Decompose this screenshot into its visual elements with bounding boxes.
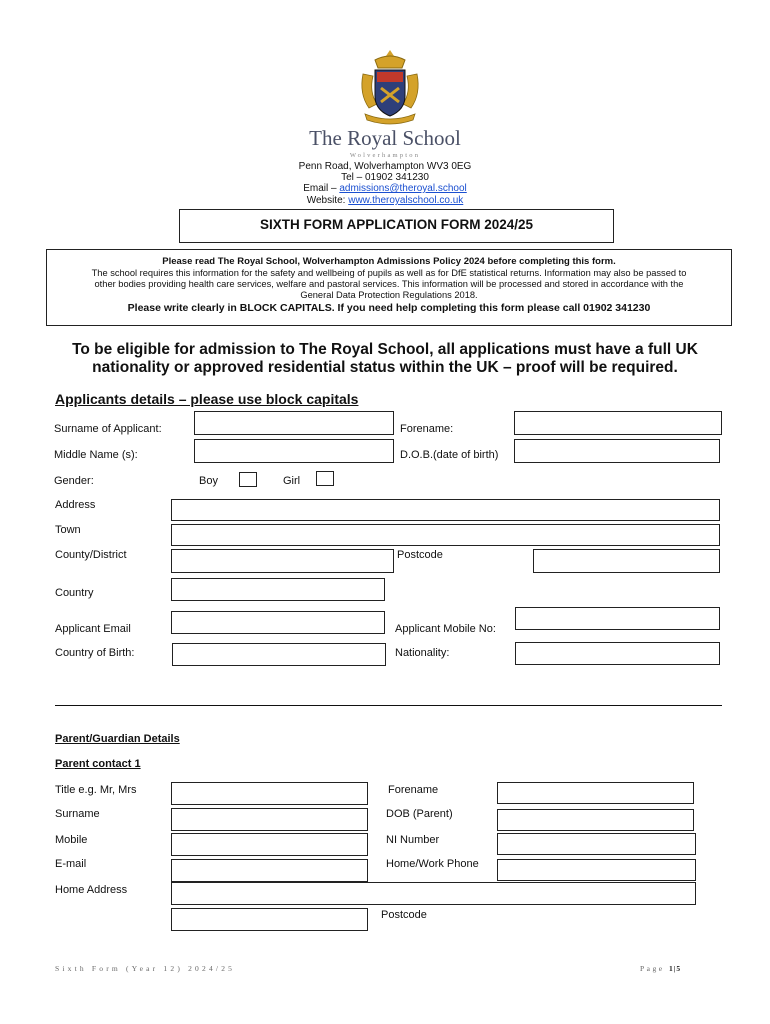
parent-title-input[interactable] (171, 782, 368, 805)
parent-forename-label: Forename (388, 784, 439, 796)
footer-left: Sixth Form (Year 12) 2024/25 (55, 964, 236, 973)
country-input[interactable] (171, 578, 385, 601)
town-input[interactable] (171, 524, 720, 546)
parent-ni-label: NI Number (386, 834, 440, 846)
county-input[interactable] (171, 549, 394, 573)
section-divider (55, 705, 722, 706)
school-email-line (240, 183, 530, 194)
parent-ni-input[interactable] (497, 833, 696, 855)
parent-mobile-input[interactable] (171, 833, 368, 856)
boy-checkbox[interactable] (239, 472, 257, 487)
parent-phone-input[interactable] (497, 859, 696, 881)
dob-input[interactable] (514, 439, 720, 463)
email-prefix: Email – (303, 183, 337, 194)
country-label: Country (55, 587, 94, 599)
applicant-mobile-label: Applicant Mobile No: (395, 623, 496, 635)
parent-dob-input[interactable] (497, 809, 694, 831)
surname-input[interactable] (194, 411, 394, 435)
forename-input[interactable] (514, 411, 722, 435)
parent-email-label: E-mail (55, 858, 87, 870)
parent-section-heading: Parent/Guardian Details (55, 733, 180, 745)
school-tel: Tel – 01902 341230 (341, 172, 429, 183)
applicant-mobile-input[interactable] (515, 607, 720, 630)
middle-name-label: Middle Name (s): (54, 449, 138, 461)
parent-surname-input[interactable] (171, 808, 368, 831)
form-title: SIXTH FORM APPLICATION FORM 2024/25 (259, 217, 534, 232)
email-link[interactable]: admissions@theroyal.school (339, 183, 467, 194)
eligibility-line-1: To be eligible for admission to The Royal School, all applications must have a full UK (72, 341, 698, 358)
eligibility-line-2: nationality or approved residential status within the UK – proof will be required. (92, 359, 678, 376)
birth-country-label: Country of Birth: (55, 647, 135, 659)
applicant-email-input[interactable] (171, 611, 385, 634)
parent-postcode-label: Postcode (381, 909, 427, 921)
nationality-label: Nationality: (395, 647, 450, 659)
applicant-heading: Applicants details – please use block capitals (55, 391, 359, 407)
form-title-box (179, 209, 614, 243)
notice-line-2: other bodies providing health care services, welfare and pastoral services. This information will be processed and stored in accordance with the (94, 279, 684, 289)
nationality-input[interactable] (515, 642, 720, 665)
parent-dob-label: DOB (Parent) (386, 808, 453, 820)
postcode-input[interactable] (533, 549, 720, 573)
school-location: Wolverhampton (349, 152, 421, 159)
address-input[interactable] (171, 499, 720, 521)
footer-page (640, 964, 681, 973)
notice-instruction: Please write clearly in BLOCK CAPITALS. If you need help completing this form please call 01902 341230 (127, 302, 651, 314)
notice-heading: Please read The Royal School, Wolverhampton Admissions Policy 2024 before completing this form. (162, 256, 616, 267)
notice-line-3: General Data Protection Regulations 2018. (300, 290, 478, 300)
dob-label: D.O.B.(date of birth) (400, 449, 499, 461)
footer-page-prefix: Page (640, 964, 665, 973)
girl-checkbox[interactable] (316, 471, 334, 486)
address-label: Address (55, 499, 96, 511)
website-prefix: Website: (306, 195, 346, 206)
notice-line-1: The school requires this information for the safety and wellbeing of pupils as well as for DfE statistical returns. Information may also be passed to (91, 268, 687, 278)
parent-mobile-label: Mobile (55, 834, 88, 846)
footer-page-number: 1|5 (668, 964, 682, 973)
surname-label: Surname of Applicant: (54, 423, 162, 435)
school-address: Penn Road, Wolverhampton WV3 0EG (298, 161, 472, 172)
parent-address-input-2[interactable] (171, 908, 368, 931)
postcode-label: Postcode (397, 549, 443, 561)
town-label: Town (55, 524, 81, 536)
girl-label: Girl (283, 475, 301, 487)
parent-address-label: Home Address (55, 884, 128, 896)
school-name: The Royal School (309, 126, 461, 150)
school-website-line (240, 195, 530, 206)
parent-surname-label: Surname (55, 808, 100, 820)
school-crest-icon (355, 48, 425, 128)
parent-contact-heading: Parent contact 1 (55, 758, 141, 770)
parent-address-input[interactable] (171, 882, 696, 905)
applicant-email-label: Applicant Email (55, 623, 131, 635)
birth-country-input[interactable] (172, 643, 386, 666)
county-label: County/District (55, 549, 127, 561)
forename-label: Forename: (400, 423, 454, 435)
parent-phone-label: Home/Work Phone (386, 858, 479, 870)
middle-name-input[interactable] (194, 439, 394, 463)
gender-label: Gender: (54, 475, 94, 487)
boy-label: Boy (199, 475, 218, 487)
parent-email-input[interactable] (171, 859, 368, 882)
parent-forename-input[interactable] (497, 782, 694, 804)
website-link[interactable]: www.theroyalschool.co.uk (348, 195, 464, 206)
parent-title-label: Title e.g. Mr, Mrs (55, 784, 137, 796)
notice-box (46, 249, 732, 326)
